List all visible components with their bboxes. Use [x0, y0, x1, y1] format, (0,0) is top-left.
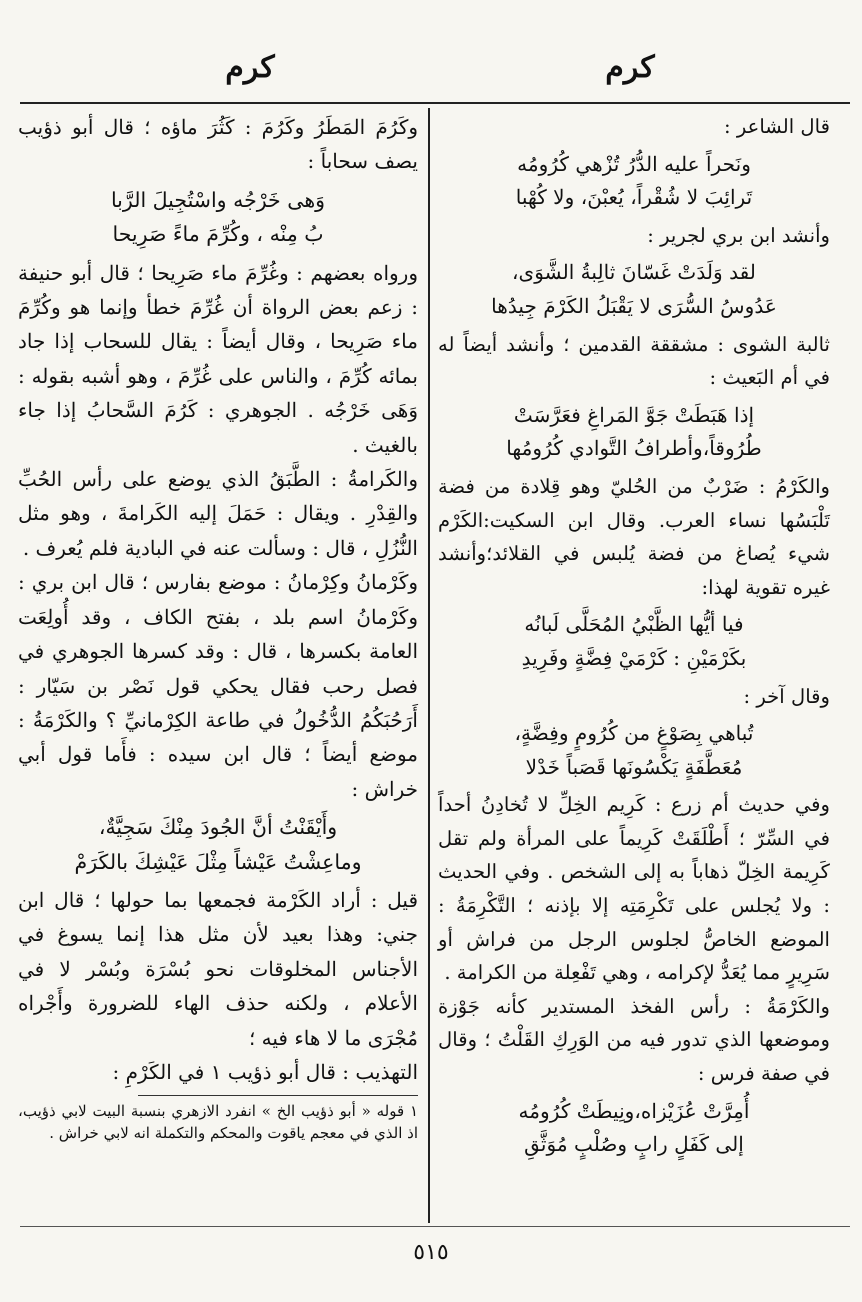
paragraph: قال الشاعر :	[724, 115, 830, 138]
paragraph: ثالبة الشوى : مشققة القدمين ؛ وأنشد أيضاً له في أم البَعيث :	[438, 332, 830, 390]
footer-rule	[20, 1226, 850, 1227]
paragraph: وكَرْمانُ وكِرْمانُ : موضع بفارس ؛ قال ابن بري : وكَرْمانُ اسم بلد ، بفتح الكاف ، وقد أُولِعَت العامة بكسرها ، قال : وقد كسرها الجوهري في فصل رحب فقال يحكي قول نَصْر بن سَيّار : أَرَحُبَكُمُ الدُّخُولُ في طاعة الكِرْمانيِّ ؟ والكَرْمَةُ : موضع أيضاً ؛ قال ابن سيده : فأَما قول أبي خراش :	[18, 570, 418, 801]
left-column	[18, 110, 418, 1144]
verse	[438, 608, 830, 675]
paragraph: والكَرامةُ : الطَّبَقُ الذي يوضع على رأس الحُبِّ والقِدْرِ . ويقال : حَمَلَ إليه الكَرامةَ ، وهو مثل النُّزُلِ ، قال : وسألت عنه في البادية فلم يُعرف .	[18, 467, 418, 560]
verse-line: وأَيْقَنْتُ أنَّ الجُودَ مِنْكَ سَجِيَّةٌ،	[98, 815, 338, 840]
verse-line: وماعِشْتُ عَيْشاً مِثْلَ عَيْشِكَ بالكَرَمْ	[74, 849, 362, 874]
paragraph: قيل : أراد الكَرْمة فجمعها بما حولها ؛ قال ابن جني: وهذا بعيد لأن مثل هذا إنما يسوغ في الأجناس المخلوقات نحو بُسْرَة وبُسْر لا في الأعلام ، ولكنه حذف الهاء للضرورة وأَجْراه مُجْرَى ما لا هاء فيه ؛	[18, 887, 418, 1050]
verse-line: وَهى خَرْجُه واسْتُجِيلَ الرَّبا	[110, 187, 326, 212]
footnote-rule	[138, 1095, 418, 1096]
paragraph: والكَرْمُ : ضَرْبٌ من الحُليّ وهو قِلادة من فضة تَلْبَسُها نساء العرب. وقال ابن السكيت:الكَرْم شيء يُصاغ من فضة يُلبس في القلائد؛وأنشد غيره تقوية لهذا:	[438, 474, 830, 599]
verse	[438, 399, 830, 466]
verse-line: ونَحراً عليه الدُّرُ تُزْهي كُرُومُه	[517, 151, 751, 176]
verse-line: إذا هَبَطَتْ جَوَّ المَراغِ فعَرَّسَتْ	[513, 402, 755, 427]
verse	[18, 183, 418, 252]
verse	[18, 810, 418, 879]
verse	[438, 717, 830, 784]
paragraph: وقال آخر :	[743, 684, 830, 708]
verse	[438, 148, 830, 215]
paragraph: وأنشد ابن بري لجرير :	[647, 223, 830, 247]
verse-line: لقد وَلَدَتْ غَسّانَ ثالِبةُ الشَّوَى،	[512, 260, 756, 285]
page-number: ٥١٥	[413, 1240, 449, 1265]
verse-line: تُباهي بِصَوْغٍ من كُرُومٍ وفِضَّةٍ،	[514, 721, 754, 746]
verse-line: بُ مِنْه ، وكُرِّمَ ماءً صَرِيحا	[112, 222, 324, 247]
paragraph: ورواه بعضهم : وغُرِّمَ ماء صَرِيحا ؛ قال أبو حنيفة : زعم بعض الرواة أن غُرِّمَ خطأ وإنما هو وكُرِّمَ ماء صَرِيحا ، وقال أيضاً : يقال للسحاب إذا جاد بمائه كُرِّمَ ، والناس على غُرِّمَ ، وهو أشبه بقوله : وَهَى خَرْجُه . الجوهري : كَرُمَ السَّحابُ إذا جاء بالغيث .	[18, 260, 418, 457]
verse	[438, 1095, 830, 1162]
header-rule	[20, 102, 850, 104]
right-column	[438, 110, 830, 1166]
paragraph: والكَرْمَةُ : رأس الفخذ المستدير كأنه جَوْزة وموضعها الذي تدور فيه من الوَرِكِ القَلْتُ ؛ وقال في صفة فرس :	[438, 994, 830, 1086]
verse-line: بكَرْمَيْنِ : كَرْمَيْ فِضَّةٍ وفَرِيدِ	[521, 645, 747, 670]
running-headword-right: كرم	[605, 50, 655, 85]
column-divider	[428, 108, 430, 1223]
verse-line: مُعَطَّفَةٍ يَكْسُونَها قَصَباً خَدْلا	[525, 754, 743, 779]
verse-line: عَدُوسُ السُّرَى لا يَقْبَلُ الكَرْمَ جِيدُها	[491, 293, 777, 318]
footnote: ١ قوله « أبو ذؤيب الخ » انفرد الازهري بنسبة البيت لابي ذؤيب، اذ الذي في معجم ياقوت والمحكم والتكملة انه لابي خراش .	[18, 1102, 418, 1143]
verse-line: فيا أيُّها الظَّبْيُ المُحَلَّى لَبانُه	[524, 612, 744, 637]
verse	[438, 256, 830, 323]
running-headword-left: كرم	[225, 50, 275, 85]
paragraph: التهذيب : قال أبو ذؤيب ١ في الكَرْمِ :	[112, 1059, 418, 1084]
verse-line: أُمِرَّتْ عُزَيْزاه،ونِيطَتْ كُرُومُه	[518, 1098, 750, 1123]
paragraph: وكَرُمَ المَطَرُ وكَرُمَ : كَثُرَ ماؤه ؛ قال أبو ذؤيب يصف سحاباً :	[18, 115, 418, 174]
verse-line: طُرُوقاً،وأطرافُ التَّوادي كُرُومُها	[506, 436, 762, 461]
paragraph: وفي حديث أم زرع : كَرِيم الخِلِّ لا تُخادِنُ أحداً في السِّرّ ؛ أَطْلَقَتْ كَرِيماً على المرأة ولم تقل كَرِيمة الخِلّ ذهاباً به إلى الشخص . وفي الحديث : ولا يُجلس على تَكْرِمَتِه إلا بإذنه ؛ التَّكْرِمَةُ : الموضع الخاصُّ لجلوس الرجل من فراش أو سَرِيرٍ مما يُعَدُّ لإكرامه ، وهي تَفْعِلة من الكرامة .	[438, 793, 830, 985]
verse-line: تَرائِبَ لا شُقْراً، يُعبْنَ، ولا كُهْبا	[515, 185, 753, 210]
verse-line: إلى كَفَلٍ رابٍ وصُلْبٍ مُوَثَّقِ	[524, 1132, 744, 1157]
